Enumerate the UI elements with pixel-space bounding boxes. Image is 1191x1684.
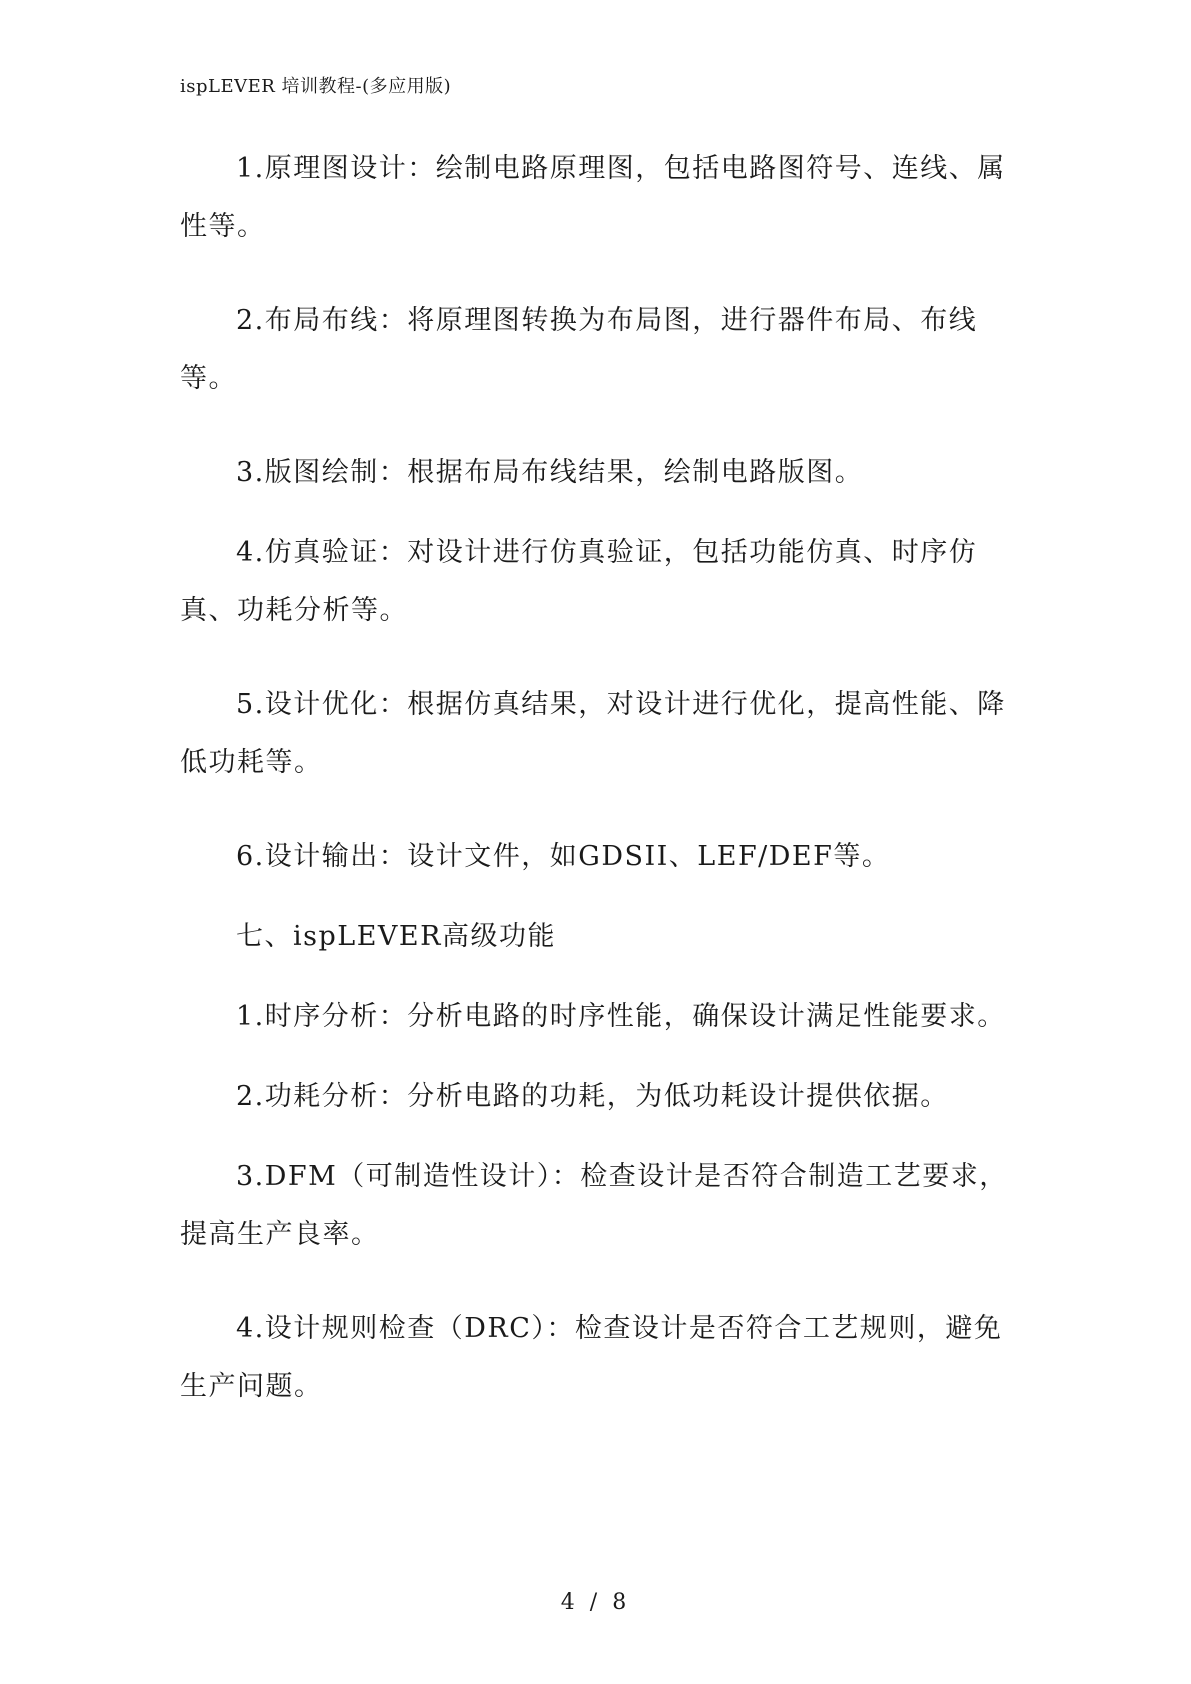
paragraph-dfm: 3.DFM（可制造性设计）：检查设计是否符合制造工艺要求，提高生产良率。	[180, 1161, 1008, 1250]
paragraph-schematic-design: 1.原理图设计：绘制电路原理图，包括电路图符号、连线、属性等。	[180, 153, 1006, 242]
paragraph-optimization: 5.设计优化：根据仿真结果，对设计进行优化，提高性能、降低功耗等。	[180, 689, 1006, 778]
document-body	[180, 140, 1015, 1452]
paragraph-drc: 4.设计规则检查（DRC）：检查设计是否符合工艺规则，避免生产问题。	[180, 1313, 1003, 1402]
paragraph-timing-analysis: 1.时序分析：分析电路的时序性能，确保设计满足性能要求。	[236, 1001, 1006, 1032]
paragraph-design-output: 6.设计输出：设计文件，如GDSII、LEF/DEF等。	[236, 841, 891, 872]
running-header: ispLEVER 培训教程-(多应用版)	[180, 76, 452, 97]
paragraph-placement-routing: 2.布局布线：将原理图转换为布局图，进行器件布局、布线等。	[180, 305, 978, 394]
paragraph-simulation: 4.仿真验证：对设计进行仿真验证，包括功能仿真、时序仿真、功耗分析等。	[180, 537, 978, 626]
paragraph-power-analysis: 2.功耗分析：分析电路的功耗，为低功耗设计提供依据。	[236, 1081, 949, 1112]
section-heading-advanced-features: 七、ispLEVER高级功能	[236, 921, 556, 952]
page-number: 4 / 8	[560, 1590, 631, 1615]
paragraph-layout-drawing: 3.版图绘制：根据布局布线结果，绘制电路版图。	[236, 457, 864, 488]
